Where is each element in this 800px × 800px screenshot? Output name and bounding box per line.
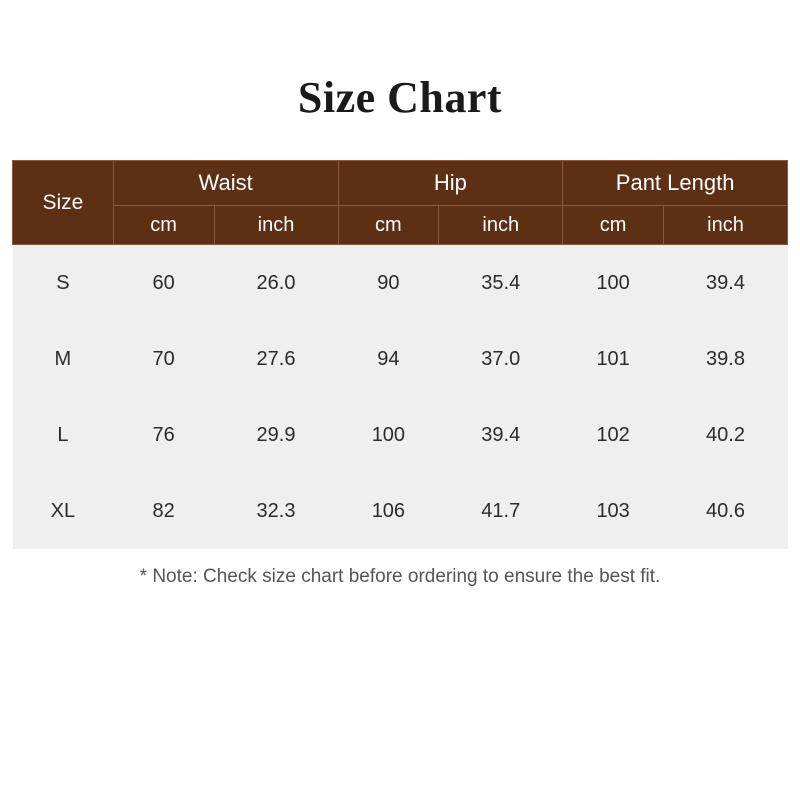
table-row [13, 321, 788, 397]
cell-hip-cm: 106 [338, 473, 439, 549]
cell-waist-inch: 27.6 [214, 321, 338, 397]
table-header-row-top [13, 161, 788, 206]
cell-pant-length-cm: 102 [563, 397, 664, 473]
cell-hip-inch: 39.4 [439, 397, 563, 473]
column-group-hip: Hip [338, 161, 563, 206]
cell-size: L [13, 397, 114, 473]
column-header-pant-length-cm: cm [563, 206, 664, 245]
column-header-size: Size [13, 161, 114, 245]
cell-hip-inch: 37.0 [439, 321, 563, 397]
size-chart-table [12, 160, 788, 549]
cell-waist-cm: 70 [113, 321, 214, 397]
cell-waist-inch: 32.3 [214, 473, 338, 549]
column-group-waist: Waist [113, 161, 338, 206]
column-header-hip-cm: cm [338, 206, 439, 245]
cell-size: XL [13, 473, 114, 549]
cell-size: M [13, 321, 114, 397]
cell-size: S [13, 245, 114, 322]
cell-pant-length-inch: 40.2 [664, 397, 788, 473]
column-header-waist-cm: cm [113, 206, 214, 245]
cell-hip-cm: 94 [338, 321, 439, 397]
cell-hip-inch: 35.4 [439, 245, 563, 322]
table-row [13, 473, 788, 549]
column-header-pant-length-inch: inch [664, 206, 788, 245]
table-row [13, 397, 788, 473]
cell-waist-cm: 76 [113, 397, 214, 473]
column-group-pant-length: Pant Length [563, 161, 788, 206]
cell-hip-cm: 100 [338, 397, 439, 473]
cell-pant-length-inch: 40.6 [664, 473, 788, 549]
cell-pant-length-cm: 101 [563, 321, 664, 397]
page-title: Size Chart [297, 73, 503, 122]
column-header-waist-inch: inch [214, 206, 338, 245]
cell-waist-cm: 60 [113, 245, 214, 322]
cell-pant-length-inch: 39.4 [664, 245, 788, 322]
cell-waist-inch: 29.9 [214, 397, 338, 473]
table-body [13, 245, 788, 550]
size-chart-note: * Note: Check size chart before ordering to ensure the best fit. [139, 566, 661, 587]
table-header-row-sub [13, 206, 788, 245]
column-header-hip-inch: inch [439, 206, 563, 245]
table-header [13, 161, 788, 245]
cell-waist-cm: 82 [113, 473, 214, 549]
size-chart-table-wrap [12, 160, 788, 549]
cell-waist-inch: 26.0 [214, 245, 338, 322]
cell-pant-length-inch: 39.8 [664, 321, 788, 397]
table-row [13, 245, 788, 322]
cell-pant-length-cm: 100 [563, 245, 664, 322]
cell-hip-inch: 41.7 [439, 473, 563, 549]
cell-hip-cm: 90 [338, 245, 439, 322]
cell-pant-length-cm: 103 [563, 473, 664, 549]
